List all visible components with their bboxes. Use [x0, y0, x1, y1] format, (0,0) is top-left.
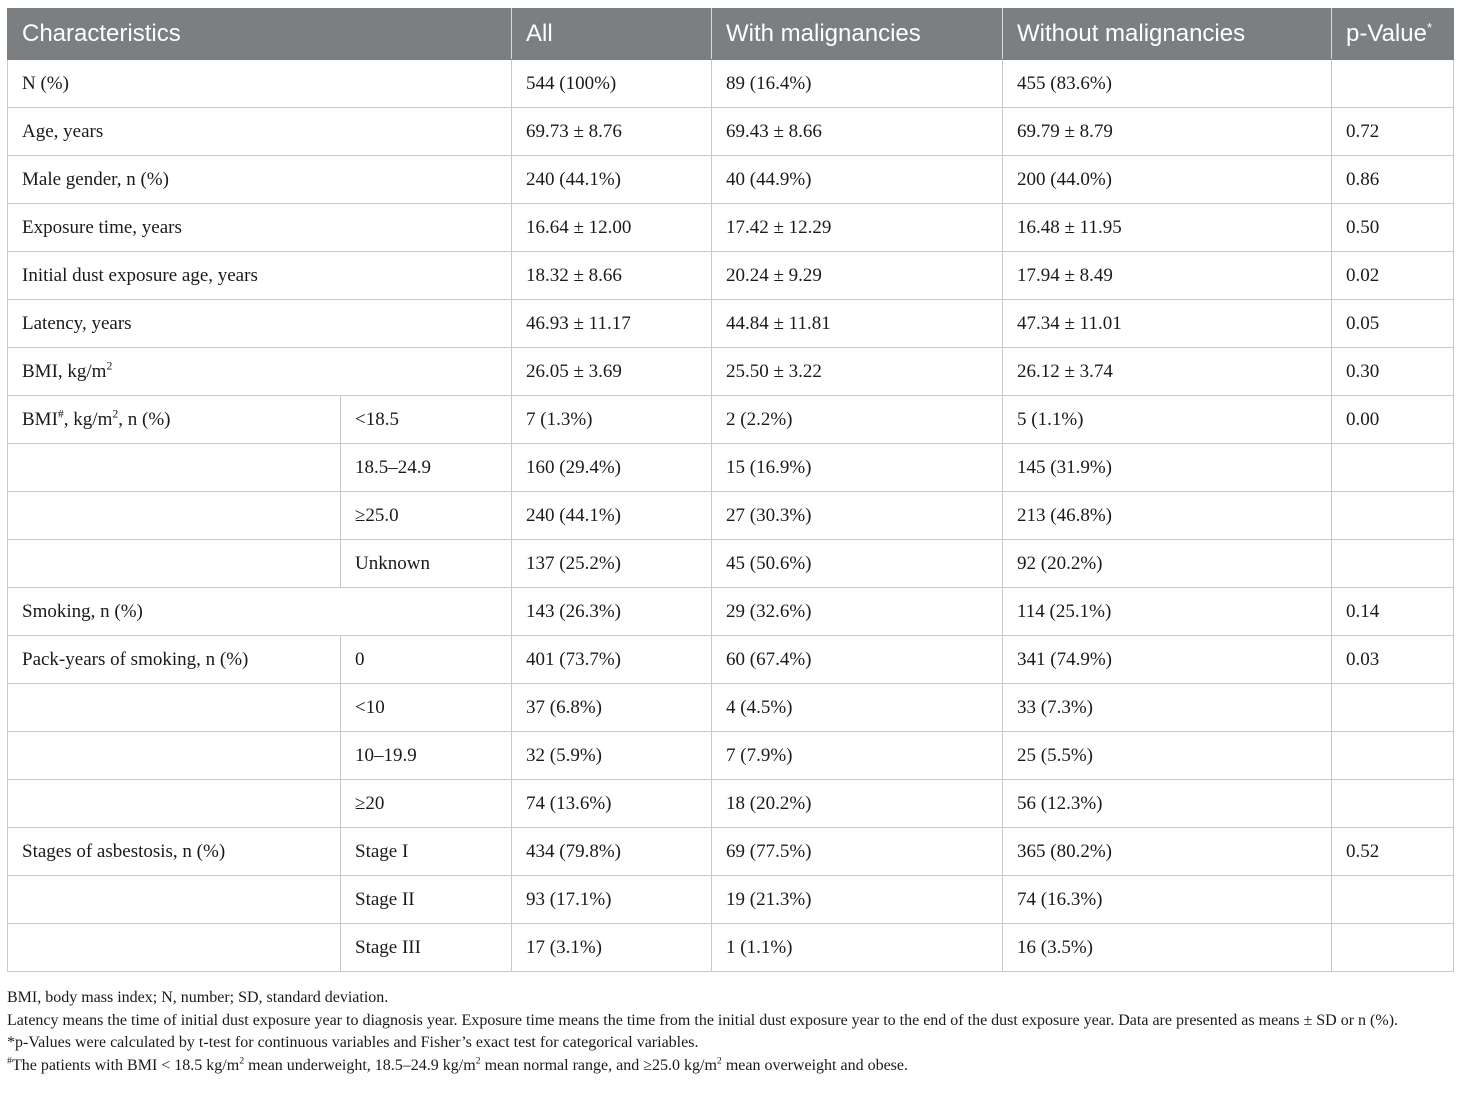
table-row: [8, 540, 1454, 588]
cell-without: 26.12 ± 3.74: [1003, 348, 1332, 396]
table-row: [8, 204, 1454, 252]
cell-all: 137 (25.2%): [512, 540, 712, 588]
cell-p: [1332, 60, 1454, 108]
cell-without: 455 (83.6%): [1003, 60, 1332, 108]
row-label: N (%): [8, 60, 512, 108]
table-row: [8, 588, 1454, 636]
cell-all: 69.73 ± 8.76: [512, 108, 712, 156]
cell-p: 0.05: [1332, 300, 1454, 348]
table-row: [8, 348, 1454, 396]
cell-p: 0.72: [1332, 108, 1454, 156]
cell-without: 33 (7.3%): [1003, 684, 1332, 732]
cell-with: 25.50 ± 3.22: [712, 348, 1003, 396]
cell-p: [1332, 444, 1454, 492]
cell-without: 16 (3.5%): [1003, 924, 1332, 972]
row-sublabel: <18.5: [341, 396, 512, 444]
col-header-p-value: p-Value*: [1332, 9, 1454, 60]
cell-with: 69 (77.5%): [712, 828, 1003, 876]
footnote-definitions: Latency means the time of initial dust exposure year to diagnosis year. Exposure time means the time from the initial dust exposure year to the end of the dust exposure year. Data are presented as means ± SD or n (%).: [7, 1011, 1399, 1029]
cell-with: 2 (2.2%): [712, 396, 1003, 444]
cell-without: 341 (74.9%): [1003, 636, 1332, 684]
table-row: [8, 924, 1454, 972]
cell-with: 19 (21.3%): [712, 876, 1003, 924]
row-sublabel: Unknown: [341, 540, 512, 588]
cell-without: 74 (16.3%): [1003, 876, 1332, 924]
table-row: [8, 492, 1454, 540]
row-label: Initial dust exposure age, years: [8, 252, 512, 300]
cell-with: 60 (67.4%): [712, 636, 1003, 684]
cell-without: 365 (80.2%): [1003, 828, 1332, 876]
cell-without: 5 (1.1%): [1003, 396, 1332, 444]
cell-with: 18 (20.2%): [712, 780, 1003, 828]
row-label: [8, 876, 341, 924]
table-row: [8, 300, 1454, 348]
table-row: [8, 684, 1454, 732]
table-row: [8, 60, 1454, 108]
table-row: [8, 108, 1454, 156]
cell-all: 16.64 ± 12.00: [512, 204, 712, 252]
cell-p: 0.50: [1332, 204, 1454, 252]
cell-all: 93 (17.1%): [512, 876, 712, 924]
cell-without: 114 (25.1%): [1003, 588, 1332, 636]
row-label: [8, 684, 341, 732]
cell-without: 16.48 ± 11.95: [1003, 204, 1332, 252]
table-row: [8, 156, 1454, 204]
cell-without: 92 (20.2%): [1003, 540, 1332, 588]
table-row: [8, 252, 1454, 300]
characteristics-table: [7, 8, 1454, 972]
cell-p: 0.02: [1332, 252, 1454, 300]
row-sublabel: ≥20: [341, 780, 512, 828]
row-label: Exposure time, years: [8, 204, 512, 252]
table-row: [8, 828, 1454, 876]
cell-all: 240 (44.1%): [512, 492, 712, 540]
cell-p: [1332, 732, 1454, 780]
header-row: [8, 9, 1454, 60]
cell-with: 45 (50.6%): [712, 540, 1003, 588]
row-sublabel: 10–19.9: [341, 732, 512, 780]
cell-with: 69.43 ± 8.66: [712, 108, 1003, 156]
row-label: BMI, $kg/m^2$: [8, 348, 512, 396]
cell-all: 37 (6.8%): [512, 684, 712, 732]
row-sublabel: ≥25.0: [341, 492, 512, 540]
cell-p: [1332, 684, 1454, 732]
table-footnotes: [7, 987, 1453, 1077]
row-sublabel: Stage III: [341, 924, 512, 972]
col-header-characteristics: Characteristics: [8, 9, 512, 60]
cell-all: 7 (1.3%): [512, 396, 712, 444]
row-label: [8, 444, 341, 492]
footnote-bmi: #The patients with BMI < 18.5 $kg/m^2$ mean underweight, 18.5–24.9 $kg/m^2$ mean normal range, and ≥25.0 $kg/m^2$ mean overweight and obese.: [7, 1055, 908, 1074]
cell-with: 20.24 ± 9.29: [712, 252, 1003, 300]
table-row: [8, 732, 1454, 780]
cell-p: [1332, 924, 1454, 972]
cell-all: 46.93 ± 11.17: [512, 300, 712, 348]
cell-all: 160 (29.4%): [512, 444, 712, 492]
cell-without: 47.34 ± 11.01: [1003, 300, 1332, 348]
footnote-abbreviations: BMI, body mass index; N, number; SD, standard deviation.: [7, 989, 389, 1006]
cell-all: 26.05 ± 3.69: [512, 348, 712, 396]
table-row: [8, 876, 1454, 924]
row-label: [8, 924, 341, 972]
row-sublabel: Stage I: [341, 828, 512, 876]
cell-with: 17.42 ± 12.29: [712, 204, 1003, 252]
cell-all: 143 (26.3%): [512, 588, 712, 636]
table-row: [8, 780, 1454, 828]
cell-with: 7 (7.9%): [712, 732, 1003, 780]
row-sublabel: Stage II: [341, 876, 512, 924]
cell-all: 401 (73.7%): [512, 636, 712, 684]
cell-without: 200 (44.0%): [1003, 156, 1332, 204]
row-label: [8, 732, 341, 780]
cell-without: 56 (12.3%): [1003, 780, 1332, 828]
cell-with: 27 (30.3%): [712, 492, 1003, 540]
row-sublabel: 0: [341, 636, 512, 684]
cell-p: [1332, 876, 1454, 924]
col-header-all: All: [512, 9, 712, 60]
cell-with: 44.84 ± 11.81: [712, 300, 1003, 348]
cell-all: 17 (3.1%): [512, 924, 712, 972]
cell-with: 89 (16.4%): [712, 60, 1003, 108]
cell-without: 17.94 ± 8.49: [1003, 252, 1332, 300]
cell-without: 213 (46.8%): [1003, 492, 1332, 540]
cell-all: 544 (100%): [512, 60, 712, 108]
table-row: [8, 444, 1454, 492]
cell-with: 29 (32.6%): [712, 588, 1003, 636]
row-label: Smoking, n (%): [8, 588, 512, 636]
cell-with: 15 (16.9%): [712, 444, 1003, 492]
cell-all: 32 (5.9%): [512, 732, 712, 780]
table-row: [8, 636, 1454, 684]
cell-p: 0.03: [1332, 636, 1454, 684]
row-label: [8, 780, 341, 828]
cell-p: 0.30: [1332, 348, 1454, 396]
cell-p: 0.86: [1332, 156, 1454, 204]
row-label: BMI#, $kg/m^2$, n (%): [8, 396, 341, 444]
row-label: Latency, years: [8, 300, 512, 348]
row-label: Stages of asbestosis, n (%): [8, 828, 341, 876]
row-label: [8, 492, 341, 540]
cell-p: [1332, 780, 1454, 828]
row-label: Age, years: [8, 108, 512, 156]
cell-p: [1332, 492, 1454, 540]
cell-p: 0.14: [1332, 588, 1454, 636]
cell-all: 74 (13.6%): [512, 780, 712, 828]
cell-with: 40 (44.9%): [712, 156, 1003, 204]
cell-without: 145 (31.9%): [1003, 444, 1332, 492]
cell-with: 4 (4.5%): [712, 684, 1003, 732]
cell-all: 240 (44.1%): [512, 156, 712, 204]
col-header-with-malignancies: With malignancies: [712, 9, 1003, 60]
cell-all: 434 (79.8%): [512, 828, 712, 876]
row-label: [8, 540, 341, 588]
col-header-without-malignancies: Without malignancies: [1003, 9, 1332, 60]
cell-p: [1332, 540, 1454, 588]
cell-all: 18.32 ± 8.66: [512, 252, 712, 300]
row-sublabel: <10: [341, 684, 512, 732]
row-sublabel: 18.5–24.9: [341, 444, 512, 492]
footnote-p-values: *p-Values were calculated by t-test for continuous variables and Fisher’s exact test for categorical variables.: [7, 1034, 699, 1051]
table-row: [8, 396, 1454, 444]
cell-without: 69.79 ± 8.79: [1003, 108, 1332, 156]
cell-with: 1 (1.1%): [712, 924, 1003, 972]
cell-p: 0.00: [1332, 396, 1454, 444]
cell-without: 25 (5.5%): [1003, 732, 1332, 780]
row-label: Pack-years of smoking, n (%): [8, 636, 341, 684]
cell-p: 0.52: [1332, 828, 1454, 876]
row-label: Male gender, n (%): [8, 156, 512, 204]
